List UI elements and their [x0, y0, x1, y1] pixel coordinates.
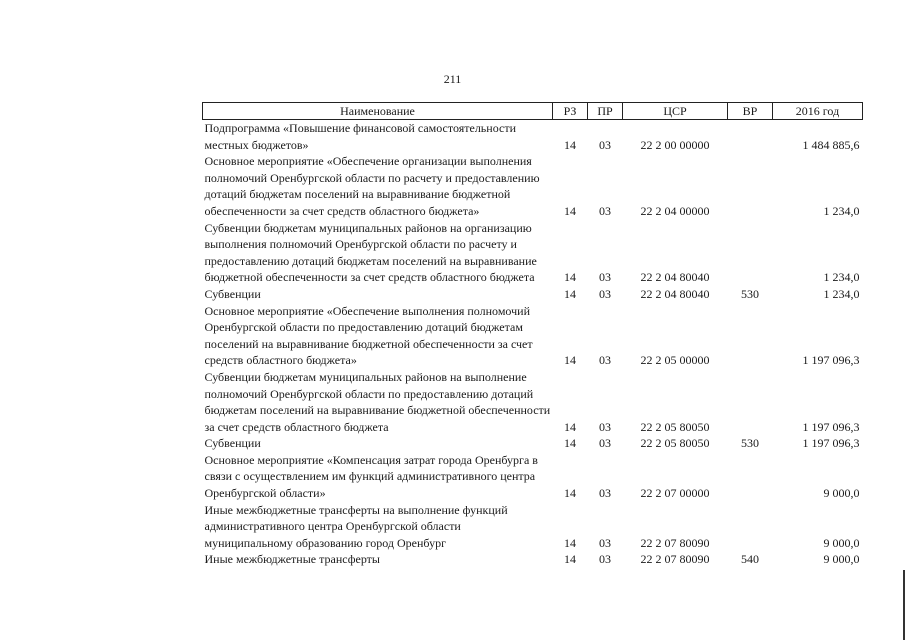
- table-header-row: [203, 103, 863, 120]
- row-sum: 1 484 885,6: [802, 137, 860, 152]
- row-name: Основное мероприятие «Компенсация затрат города Оренбурга в связи с осуществлением им функций административного центра Оренбургской области»: [204, 452, 538, 501]
- row-pr: 03: [599, 552, 611, 567]
- table-row: [203, 551, 863, 568]
- row-csr: 22 2 07 00000: [640, 486, 710, 501]
- table-row: [203, 303, 863, 369]
- row-rz: 14: [564, 270, 576, 285]
- row-rz: 14: [564, 203, 576, 218]
- row-sum: 9 000,0: [823, 535, 860, 550]
- table-row: [203, 220, 863, 286]
- row-pr: 03: [599, 203, 611, 218]
- table-row: [203, 120, 863, 154]
- row-csr: 22 2 05 80050: [640, 436, 710, 451]
- row-csr: 22 2 07 80090: [640, 535, 710, 550]
- row-name: Субвенции: [204, 286, 261, 301]
- row-pr: 03: [599, 137, 611, 152]
- row-rz: 14: [564, 486, 576, 501]
- row-pr: 03: [599, 535, 611, 550]
- table-row: [203, 435, 863, 452]
- row-sum: 1 197 096,3: [802, 353, 860, 368]
- row-csr: 22 2 05 00000: [640, 353, 710, 368]
- table-row: [203, 369, 863, 435]
- header-rz: РЗ: [553, 103, 588, 120]
- row-vr: [728, 120, 773, 154]
- row-name: Основное мероприятие «Обеспечение выполнения полномочий Оренбургской области по предоставлению дотаций бюджетам поселений на выравнивание бюджетной обеспеченности за счет средств областного бюджета»: [204, 303, 533, 368]
- row-rz: 14: [564, 419, 576, 434]
- row-rz: 14: [564, 137, 576, 152]
- header-csr: ЦСР: [623, 103, 728, 120]
- row-vr: [728, 220, 773, 286]
- row-csr: 22 2 04 80040: [640, 270, 710, 285]
- header-sum: 2016 год: [773, 103, 863, 120]
- row-sum: 1 234,0: [823, 203, 860, 218]
- budget-table: [202, 102, 863, 568]
- row-name: Субвенции бюджетам муниципальных районов на организацию выполнения полномочий Оренбургской области по расчету и предоставлению дотаций бюджетам поселений на выравнивание бюджетной обеспеченности за счет средств областного бюджета: [204, 220, 537, 285]
- header-pr: ПР: [588, 103, 623, 120]
- table-row: [203, 452, 863, 502]
- row-sum: 1 234,0: [823, 270, 860, 285]
- row-csr: 22 2 00 00000: [640, 137, 710, 152]
- row-name: Иные межбюджетные трансферты: [204, 552, 380, 567]
- row-rz: 14: [564, 535, 576, 550]
- row-vr: 540: [741, 552, 759, 567]
- row-pr: 03: [599, 270, 611, 285]
- row-rz: 14: [564, 286, 576, 301]
- row-sum: 1 197 096,3: [802, 436, 860, 451]
- row-sum: 9 000,0: [823, 486, 860, 501]
- row-name: Подпрограмма «Повышение финансовой самостоятельности местных бюджетов»: [204, 121, 516, 152]
- row-name: Субвенции: [204, 436, 261, 451]
- row-csr: 22 2 04 00000: [640, 203, 710, 218]
- row-sum: 1 234,0: [823, 286, 860, 301]
- page-number: 211: [443, 72, 462, 86]
- row-vr: 530: [741, 286, 759, 301]
- row-vr: [728, 303, 773, 369]
- row-csr: 22 2 04 80040: [640, 286, 710, 301]
- row-sum: 9 000,0: [823, 552, 860, 567]
- header-vr: ВР: [728, 103, 773, 120]
- row-pr: 03: [599, 286, 611, 301]
- row-vr: [728, 452, 773, 502]
- row-rz: 14: [564, 436, 576, 451]
- row-pr: 03: [599, 353, 611, 368]
- row-name: Основное мероприятие «Обеспечение организации выполнения полномочий Оренбургской области по расчету и предоставлению дотаций бюджетам поселений на выравнивание бюджетной обеспеченности за счет средств областного бюджета»: [204, 154, 540, 218]
- row-vr: [728, 369, 773, 435]
- header-name: Наименование: [203, 103, 553, 120]
- row-vr: 530: [741, 436, 759, 451]
- row-vr: [728, 153, 773, 219]
- row-vr: [728, 502, 773, 552]
- row-csr: 22 2 05 80050: [640, 419, 710, 434]
- row-rz: 14: [564, 552, 576, 567]
- table-row: [203, 153, 863, 219]
- table-row: [203, 286, 863, 303]
- table-row: [203, 502, 863, 552]
- row-pr: 03: [599, 486, 611, 501]
- row-csr: 22 2 07 80090: [640, 552, 710, 567]
- row-pr: 03: [599, 419, 611, 434]
- row-name: Иные межбюджетные трансферты на выполнение функций административного центра Оренбургской области муниципальному образованию город Оренбург: [204, 502, 508, 550]
- row-rz: 14: [564, 353, 576, 368]
- row-name: Субвенции бюджетам муниципальных районов на выполнение полномочий Оренбургской области по предоставлению дотаций бюджетам поселений на выравнивание бюджетной обеспеченности за счет средств областного бюджета: [204, 369, 551, 434]
- row-sum: 1 197 096,3: [802, 419, 860, 434]
- row-pr: 03: [599, 436, 611, 451]
